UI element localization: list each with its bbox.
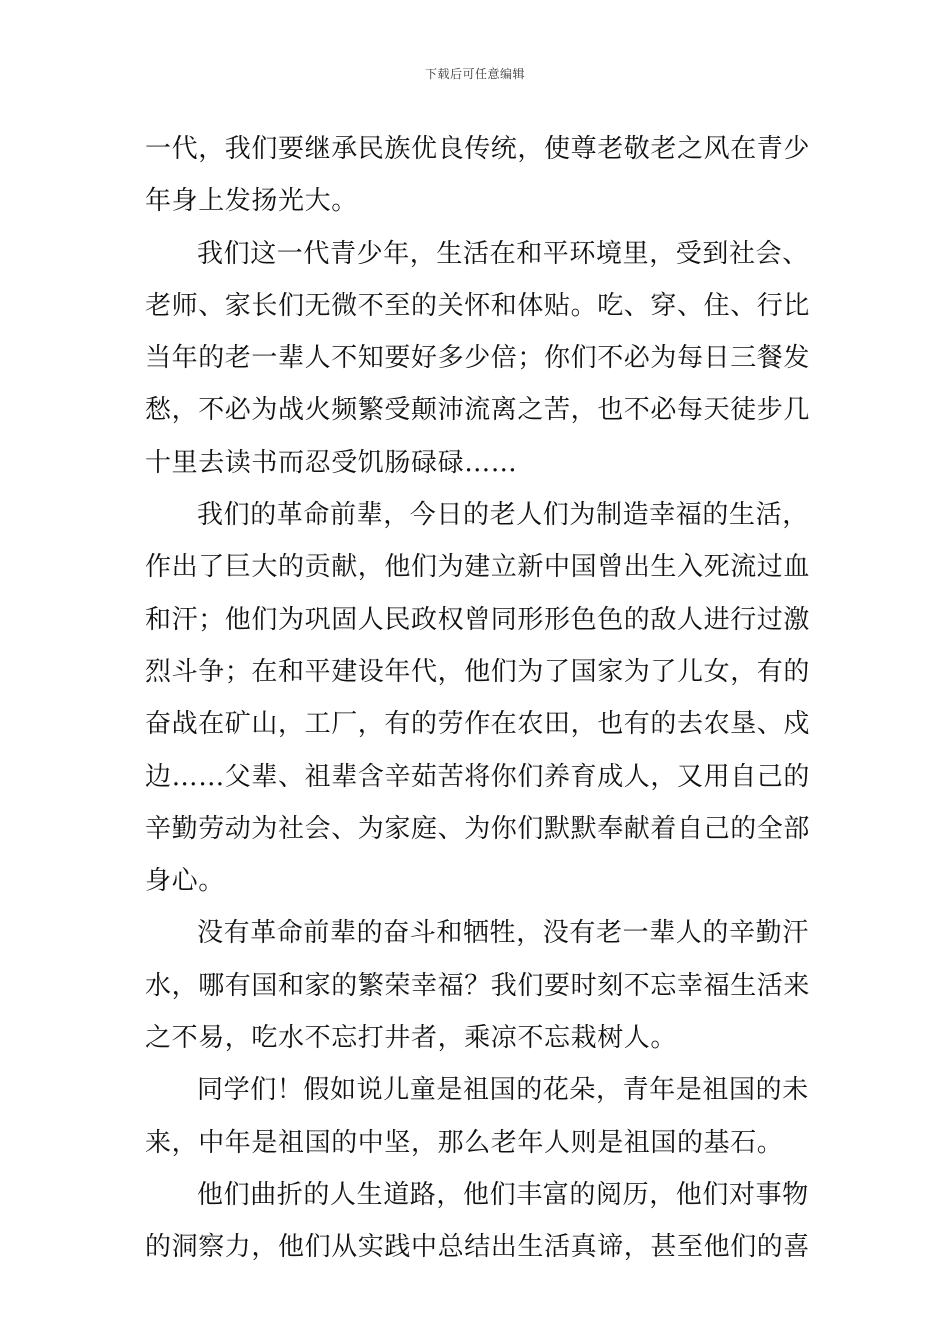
text-line: 老师、家长们无微不至的关怀和体贴。吃、穿、住、行比 — [145, 290, 811, 321]
body-text — [145, 123, 811, 1274]
text-line: 当年的老一辈人不知要好多少倍；你们不必为每日三餐发 — [145, 343, 811, 374]
paragraph-start-line: 我们的革命前辈，今日的老人们为制造幸福的生活， — [197, 500, 809, 531]
text-line: 十里去读书而忍受饥肠碌碌…… — [145, 447, 518, 478]
text-line: 的洞察力，他们从实践中总结出生活真谛，甚至他们的喜 — [145, 1232, 811, 1263]
text-line: 辛勤劳动为社会、为家庭、为你们默默奉献着自己的全部 — [145, 813, 811, 844]
paragraph-start-line: 我们这一代青少年，生活在和平环境里，受到社会、 — [197, 238, 809, 269]
text-line: 烈斗争；在和平建设年代，他们为了国家为了儿女，有的 — [145, 656, 811, 687]
text-line: 边……父辈、祖辈含辛茹苦将你们养育成人，又用自己的 — [145, 761, 811, 792]
text-line: 一代，我们要继承民族优良传统，使尊老敬老之风在青少 — [145, 134, 811, 164]
text-line: 和汗；他们为巩固人民政权曾同形形色色的敌人进行过激 — [145, 604, 811, 635]
paragraph-start-line: 没有革命前辈的奋斗和牺牲，没有老一辈人的辛勤汗 — [197, 918, 809, 949]
text-line: 年身上发扬光大。 — [145, 186, 358, 217]
header-note: 下载后可任意编辑 — [424, 67, 525, 81]
text-line: 水，哪有国和家的繁荣幸福？我们要时刻不忘幸福生活来 — [145, 970, 811, 1001]
text-line: 作出了巨大的贡献，他们为建立新中国曾出生入死流过血 — [145, 552, 811, 583]
text-line: 来，中年是祖国的中坚，那么老年人则是祖国的基石。 — [145, 1127, 784, 1158]
paragraph-start-line: 同学们！假如说儿童是祖国的花朵，青年是祖国的未 — [197, 1075, 809, 1106]
text-line: 愁，不必为战火频繁受颠沛流离之苦，也不必每天徒步几 — [145, 395, 811, 426]
text-line: 身心。 — [145, 866, 225, 897]
text-line: 奋战在矿山，工厂，有的劳作在农田，也有的去农垦、戍 — [145, 709, 811, 740]
paragraph-start-line: 他们曲折的人生道路，他们丰富的阅历，他们对事物 — [197, 1179, 809, 1210]
text-line: 之不易，吃水不忘打井者，乘凉不忘栽树人。 — [145, 1023, 678, 1054]
